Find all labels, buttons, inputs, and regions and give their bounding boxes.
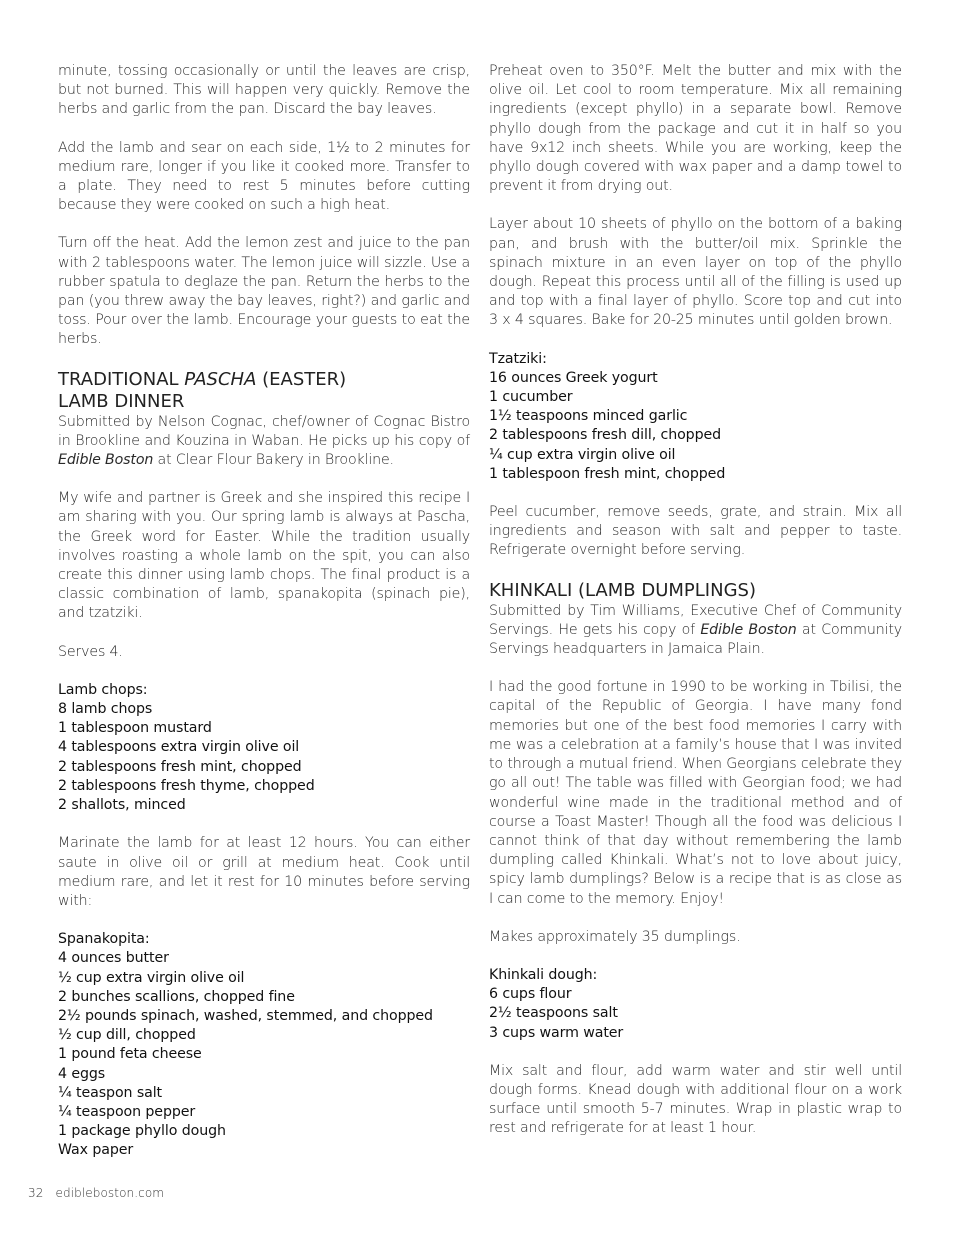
ingredient-line: ¼ teaspoon pepper: [58, 1103, 196, 1120]
ingredient-line: 4 eggs: [58, 1065, 106, 1082]
ingredient-line: 6 cups flour: [489, 986, 572, 1003]
paragraph: Marinate the lamb for at least 12 hours. You can either saute in olive oil or grill at medium heat. Cook until medium rare, and let it rest for 10 minutes before serving with:: [58, 835, 470, 909]
paragraph: Layer about 10 sheets of phyllo on the bottom of a baking pan, and brush with the butter/oil mix. Sprinkle the spinach mixture in an even layer on top of the phyllo dough. Repeat this process until all of the filling is used up and top with a final layer of phyllo. Score top and cut into 3 x 4 squares. Bake for 20-25 minutes until golden brown.: [489, 216, 902, 329]
paragraph: Add the lamb and sear on each side, 1½ to 2 minutes for medium rare, longer if you like it cooked more. Transfer to a plate. They need to rest 5 minutes before cutting because they were cooked on such a high heat.: [58, 139, 470, 214]
ingredient-line: Khinkali dough:: [489, 966, 598, 983]
paragraph: Mix salt and flour, add warm water and stir well until dough forms. Knead dough with additional flour on a work surface until smooth 5-7 minutes. Wrap in plastic wrap to rest and refrigerate for at least 1 hour.: [489, 1062, 902, 1137]
page-footer: [28, 1186, 164, 1200]
submitted-by: Submitted by Nelson Cognac, chef/owner of Cognac Bistro in Brookline and Kouzina in Waban. He picks up his copy of Edible Boston at Clear Flour Bakery in Brookline.: [58, 413, 470, 469]
ingredient-line: 4 ounces butter: [58, 950, 169, 967]
site-url: edibleboston.com: [55, 1186, 165, 1200]
paragraph: minute, tossing occasionally or until the leaves are crisp, but not burned. This will happen very quickly. Remove the herbs and garlic from the pan. Discard the bay leaves.: [58, 63, 470, 118]
ingredient-line: 2 bunches scallions, chopped fine: [58, 988, 295, 1005]
ingredient-line: Spanakopita:: [58, 931, 150, 948]
lamb-chops-ingredients: [58, 681, 470, 815]
ingredient-line: ½ cup dill, chopped: [58, 1027, 196, 1044]
ingredient-line: 1 cucumber: [489, 389, 573, 406]
ingredient-line: 1½ teaspoons minced garlic: [489, 408, 688, 425]
ingredient-line: ¼ cup extra virgin olive oil: [489, 446, 676, 463]
ingredient-line: 1 package phyllo dough: [58, 1123, 226, 1140]
ingredient-line: 8 lamb chops: [58, 701, 153, 718]
ingredient-line: 2 tablespoons fresh mint, chopped: [58, 758, 302, 775]
ingredient-line: 2 tablespoons fresh thyme, chopped: [58, 777, 315, 794]
ingredient-line: 3 cups warm water: [489, 1024, 624, 1041]
paragraph: Preheat oven to 350°F. Melt the butter and mix with the olive oil. Let cool to room temperature. Mix all remaining ingredients (except phyllo) in a separate bowl. Remove phyllo dough from the package and cut it in half so you have 9x12 inch sheets. While you are working, keep the phyllo dough covered with wax paper and a damp towel to prevent it from drying out.: [489, 63, 902, 195]
right-column: [489, 62, 902, 1139]
ingredient-line: 1 pound feta cheese: [58, 1046, 202, 1063]
ingredient-line: 1 tablespoon fresh mint, chopped: [489, 465, 726, 482]
ingredient-line: 2 tablespoons fresh dill, chopped: [489, 427, 722, 444]
paragraph: My wife and partner is Greek and she inspired this recipe I am sharing with you. Our spring lamb is always at Pascha, the Greek word for Easter. While the tradition usually involves roasting a whole lamb on the spit, you can also create this dinner using lamb chops. The final product is a classic combination of lamb, spanakopita (spinach pie), and tzatziki.: [58, 490, 470, 622]
paragraph: Peel cucumber, remove seeds, grate, and strain. Mix all ingredients and season with salt and pepper to taste. Refrigerate overnight before serving.: [489, 504, 902, 559]
tzatziki-ingredients: [489, 350, 902, 484]
ingredient-line: Lamb chops:: [58, 681, 148, 698]
submitted-by: Submitted by Tim Williams, Executive Chef of Community Servings. He gets his copy of Edible Boston at Community Servings headquarters in Jamaica Plain.: [489, 602, 902, 658]
khinkali-dough-ingredients: [489, 966, 902, 1043]
ingredient-line: 2½ pounds spinach, washed, stemmed, and chopped: [58, 1007, 433, 1024]
serves: Serves 4.: [58, 643, 123, 660]
ingredient-line: 2½ teaspoons salt: [489, 1005, 618, 1022]
ingredient-line: 4 tablespoons extra virgin olive oil: [58, 739, 300, 756]
left-column: [58, 62, 470, 1161]
ingredient-line: Tzatziki:: [489, 350, 547, 367]
recipe-heading: KHINKALI (LAMB DUMPLINGS): [489, 579, 756, 601]
paragraph: I had the good fortune in 1990 to be working in Tbilisi, the capital of the Republic of Georgia. I have many fond memories but one of the best food memories I carry with me was a celebration at a family’s house that I was invited to through a mutual friend. When Georgians celebrate they go all out! The table was filled with Georgian food; we had wonderful wine made in the traditional method and of course a Toast Master! Though all the food was delicious I cannot think of that day without remembering the lamb dumpling called Khinkali. What’s not to love about juicy, spicy lamb dumplings? Below is a recipe that is as close as I can come to the memory. Enjoy!: [489, 679, 902, 907]
ingredient-line: 16 ounces Greek yogurt: [489, 369, 658, 386]
paragraph: Turn off the heat. Add the lemon zest and juice to the pan with 2 tablespoons water. The lemon juice will sizzle. Use a rubber spatula to deglaze the pan. Return the herbs to the pan (you threw away the bay leaves, right?) and garlic and toss. Pour over the lamb. Encourage your guests to eat the herbs.: [58, 235, 470, 348]
ingredient-line: 2 shallots, minced: [58, 797, 186, 814]
ingredient-line: ½ cup extra virgin olive oil: [58, 969, 245, 986]
ingredient-line: ¼ teaspon salt: [58, 1084, 163, 1101]
ingredient-line: 1 tablespoon mustard: [58, 720, 212, 737]
spanakopita-ingredients: [58, 930, 470, 1160]
page-number: 32: [28, 1186, 44, 1200]
recipe-heading: TRADITIONAL PASCHA (EASTER) LAMB DINNER: [58, 368, 347, 412]
makes: Makes approximately 35 dumplings.: [489, 928, 741, 945]
ingredient-line: Wax paper: [58, 1142, 134, 1159]
